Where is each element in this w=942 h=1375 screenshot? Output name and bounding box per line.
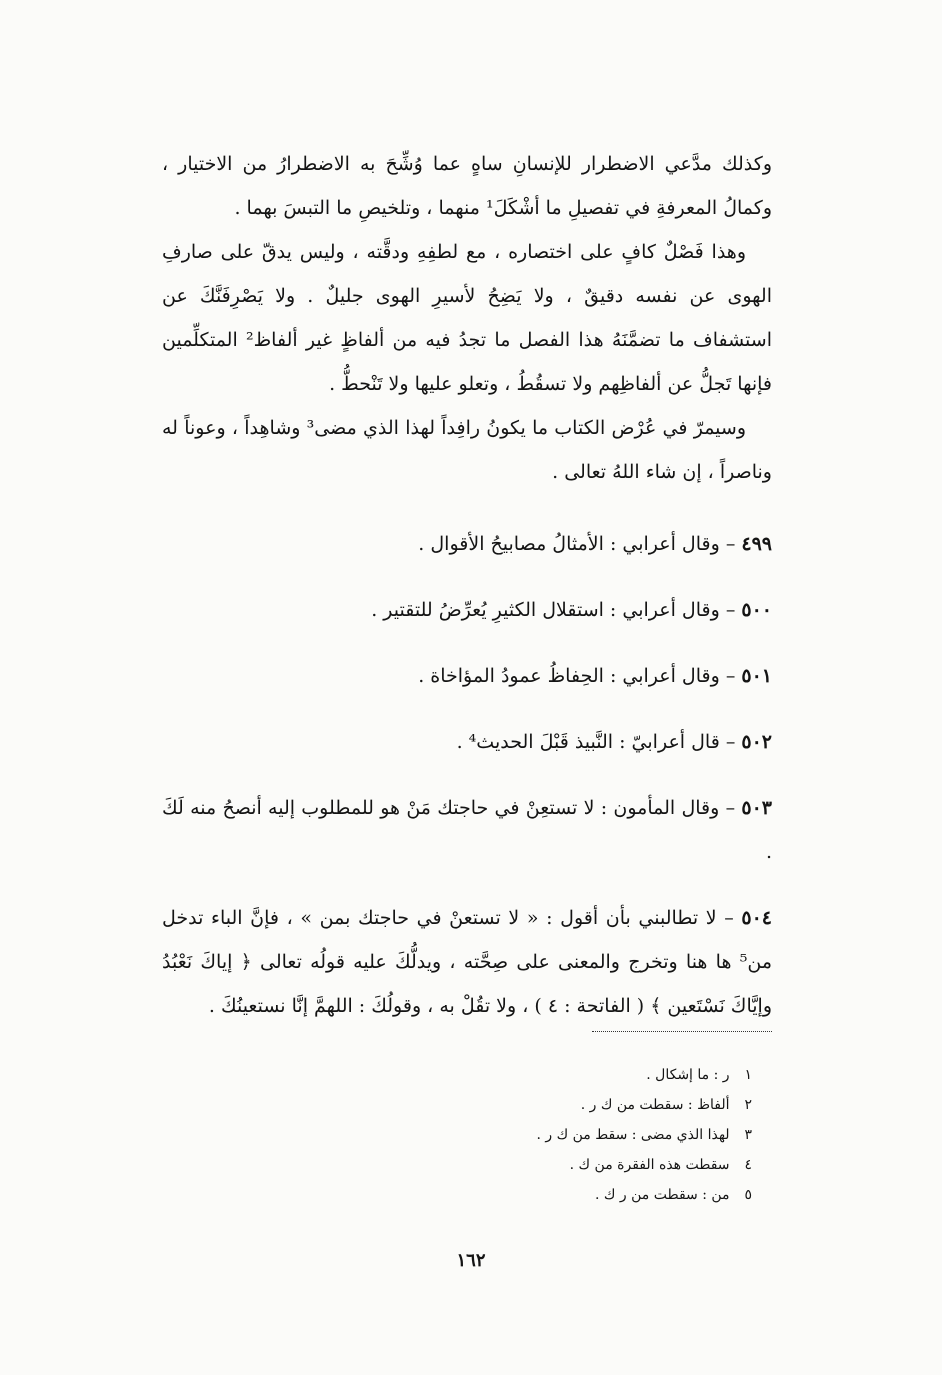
saying-503 [162, 786, 772, 874]
saying-text: وقال أعرابي : استقلال الكثيرِ يُعرِّضُ للتقتير . [371, 599, 720, 621]
paragraph-1: وكذلك مدَّعي الاضطرار للإنسانِ ساهٍ عما وُشِّحَ به الاضطرارُ من الاختيار ، وكمالُ المعرفةِ في تفصيلِ ما أشْكَلَ¹ منهما ، وتلخيصِ ما التبسَ بهما . [162, 153, 772, 219]
saying-502 [162, 720, 772, 764]
footnote-number: ٥ [744, 1187, 752, 1203]
footnote-text: ر : ما إشكال . [646, 1067, 730, 1083]
saying-number: ٥٠٤ [741, 907, 772, 929]
saying-499 [162, 522, 772, 566]
saying-dash: – [719, 533, 736, 555]
saying-dash: – [719, 665, 736, 687]
footnotes [352, 1060, 752, 1210]
saying-text: قال أعرابيّ : النَّبيذ قَبْلَ الحديث⁴ . [456, 731, 720, 753]
saying-text: وقال المأمون : لا تستعِنْ في حاجتك مَنْ هو للمطلوب إليه أنصحُ منه لَكَ . [162, 797, 772, 863]
main-text [162, 142, 772, 1028]
saying-number: ٥٠١ [741, 665, 772, 687]
footnote-text: ألفاظ : سقطت من ك ر . [580, 1097, 730, 1113]
footnote-number: ٤ [744, 1157, 752, 1173]
saying-504 [162, 896, 772, 1028]
saying-dash: – [719, 731, 736, 753]
saying-text: وقال أعرابي : الأمثالُ مصابيحُ الأقوال . [418, 533, 720, 555]
saying-number: ٥٠٢ [741, 731, 772, 753]
footnote-separator [592, 1031, 772, 1032]
saying-text: لا تطالبني بأن أقول : « لا تستعنْ في حاجتك بمن » ، فإنَّ الباء تدخل من⁵ ها هنا وتخرج والمعنى على صِحَّته ، ويدلُّكَ عليه قولُه تعالى ﴿ إياكَ نَعْبُدُ وإيَّاكَ نَسْتَعين ﴾ ( الفاتحة : ٤ ) ، ولا تقُلْ به ، وقولُكَ : اللهمَّ إنَّا نستعينُكَ . [162, 907, 772, 1017]
saying-dash: – [719, 599, 736, 621]
footnote-1 [352, 1060, 752, 1090]
footnote-number: ٢ [744, 1097, 752, 1113]
saying-number: ٥٠٣ [741, 797, 772, 819]
footnote-text: لهذا الذي مضى : سقط من ك ر . [536, 1127, 730, 1143]
saying-500 [162, 588, 772, 632]
paragraph-3: وسيمرّ في عُرْض الكتاب ما يكونُ رافِداً لهذا الذي مضى³ وشاهِداً ، وعوناً له وناصراً ، إن شاء اللهُ تعالى . [162, 417, 772, 483]
paragraph-2: وهذا فَصْلٌ كافٍ على اختصاره ، مع لطفِهِ ودقَّته ، وليس يدقّ على صارفِ الهوى عن نفسه دقيقٌ ، ولا يَضِحُ لأسيرِ الهوى جليلٌ . ولا يَصْرِفَنَّكَ عن استشفاف ما تضمَّنَهُ هذا الفصل ما تجدُ فيه من ألفاظٍ غير ألفاظ² المتكلِّمين فإنها تَجلُّ عن ألفاظِهم ولا تسقُطُ ، وتعلو عليها ولا تَنْحطُّ . [162, 241, 772, 395]
footnote-number: ١ [744, 1067, 752, 1083]
footnote-text: سقطت هذه الفقرة من ك . [569, 1157, 730, 1173]
saying-dash: – [719, 797, 736, 819]
page-number: ١٦٢ [456, 1250, 486, 1271]
footnote-2 [352, 1090, 752, 1120]
saying-text: وقال أعرابي : الحِفاظُ عمودُ المؤاخاة . [418, 665, 720, 687]
saying-dash: – [716, 907, 734, 929]
saying-number: ٥٠٠ [741, 599, 772, 621]
saying-number: ٤٩٩ [741, 533, 772, 555]
footnote-3 [352, 1120, 752, 1150]
footnote-text: من : سقطت من ر ك . [595, 1187, 730, 1203]
footnote-4 [352, 1150, 752, 1180]
footnote-5 [352, 1180, 752, 1210]
saying-501 [162, 654, 772, 698]
footnote-number: ٣ [744, 1127, 752, 1143]
